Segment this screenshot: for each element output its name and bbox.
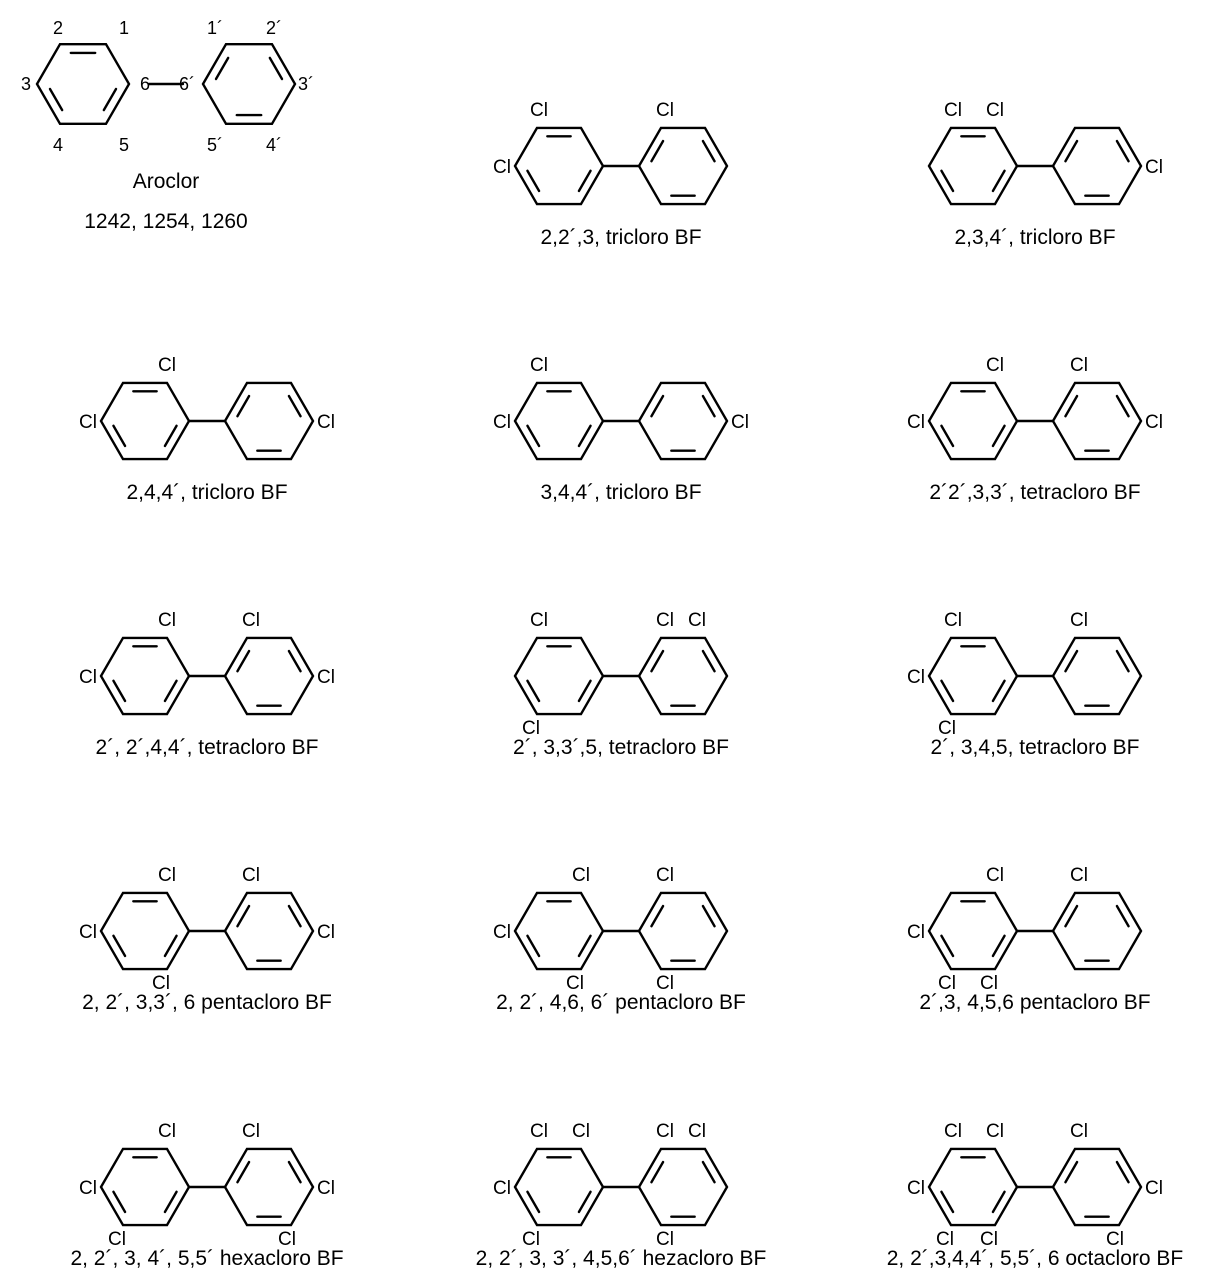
chlorine-label: Cl <box>656 609 674 631</box>
double-bond <box>993 426 1005 446</box>
congener-13 <box>476 1121 767 1270</box>
double-bond <box>651 651 663 671</box>
benzene-ring <box>101 383 189 459</box>
chlorine-label: Cl <box>317 412 335 433</box>
double-bond <box>579 1192 591 1212</box>
double-bond <box>104 89 116 110</box>
chlorine-label: Cl <box>656 1229 674 1251</box>
double-bond <box>1117 396 1129 416</box>
congener-4 <box>493 355 749 504</box>
chlorine-label: Cl <box>108 1229 126 1251</box>
chlorine-label: Cl <box>656 99 674 121</box>
double-bond <box>113 1192 125 1212</box>
position-2-prime: 2´ <box>265 18 283 38</box>
congener-7 <box>513 610 729 759</box>
congener-name: 2, 2´, 3,3´, 6 pentacloro BF <box>82 991 332 1014</box>
chlorine-label: Cl <box>79 922 97 943</box>
benzene-ring <box>929 638 1017 714</box>
double-bond <box>703 906 715 926</box>
chlorine-label: Cl <box>1070 354 1088 376</box>
double-bond <box>1117 906 1129 926</box>
chlorine-label: Cl <box>656 973 674 995</box>
double-bond <box>703 651 715 671</box>
chlorine-label: Cl <box>936 1229 954 1251</box>
double-bond <box>237 651 249 671</box>
chlorine-label: Cl <box>907 922 925 943</box>
double-bond <box>651 396 663 416</box>
chlorine-label: Cl <box>493 1178 511 1199</box>
benzene-ring <box>929 128 1017 204</box>
chlorine-label: Cl <box>1106 1229 1124 1251</box>
double-bond <box>1117 141 1129 161</box>
chlorine-label: Cl <box>986 864 1004 886</box>
double-bond <box>289 651 301 671</box>
chlorine-label: Cl <box>493 922 511 943</box>
benzene-ring <box>639 1149 727 1225</box>
congener-14 <box>887 1121 1183 1270</box>
chlorine-label: Cl <box>1145 412 1163 433</box>
chlorine-label: Cl <box>317 1178 335 1199</box>
chlorine-label: Cl <box>938 973 956 995</box>
chlorine-label: Cl <box>980 973 998 995</box>
double-bond <box>579 681 591 701</box>
double-bond <box>579 426 591 446</box>
chlorine-label: Cl <box>656 1120 674 1142</box>
benzene-ring <box>225 383 313 459</box>
chlorine-label: Cl <box>317 922 335 943</box>
double-bond <box>703 1162 715 1182</box>
congener-11 <box>907 865 1151 1014</box>
position-2: 2 <box>52 18 64 38</box>
chlorine-label: Cl <box>1070 1120 1088 1142</box>
congener-name: 2´, 3,3´,5, tetracloro BF <box>513 736 729 759</box>
chlorine-label: Cl <box>158 864 176 886</box>
chlorine-label: Cl <box>530 609 548 631</box>
chlorine-label: Cl <box>493 157 511 178</box>
double-bond <box>993 1192 1005 1212</box>
chlorine-label: Cl <box>158 609 176 631</box>
double-bond <box>113 936 125 956</box>
benzene-ring <box>203 44 295 124</box>
double-bond <box>941 936 953 956</box>
congener-name: 2, 2´, 4,6, 6´ pentacloro BF <box>496 991 746 1014</box>
double-bond <box>50 89 62 110</box>
benzene-ring <box>639 128 727 204</box>
chlorine-label: Cl <box>907 1178 925 1199</box>
benzene-ring <box>639 383 727 459</box>
double-bond <box>1065 651 1077 671</box>
congener-name: 3,4,4´, tricloro BF <box>540 481 702 504</box>
congener-name: 2´,3, 4,5,6 pentacloro BF <box>919 991 1151 1014</box>
double-bond <box>289 1162 301 1182</box>
chlorine-label: Cl <box>242 864 260 886</box>
chlorine-label: Cl <box>907 412 925 433</box>
benzene-ring <box>515 893 603 969</box>
congener-name: 2, 2´, 3, 4´, 5,5´ hexacloro BF <box>70 1247 344 1270</box>
congener-name: 2,4,4´, tricloro BF <box>126 481 288 504</box>
benzene-ring <box>1053 638 1141 714</box>
congener-12 <box>70 1121 343 1270</box>
chlorine-label: Cl <box>944 99 962 121</box>
position-4-prime: 4´ <box>265 135 283 155</box>
congener-grid <box>70 100 1183 1270</box>
benzene-ring <box>101 1149 189 1225</box>
chlorine-label: Cl <box>1145 1178 1163 1199</box>
double-bond <box>579 936 591 956</box>
double-bond <box>941 681 953 701</box>
position-3-prime: 3´ <box>297 74 315 94</box>
benzene-ring <box>515 1149 603 1225</box>
chlorine-label: Cl <box>572 864 590 886</box>
double-bond <box>941 426 953 446</box>
double-bond <box>651 1162 663 1182</box>
double-bond <box>527 1192 539 1212</box>
chlorine-label: Cl <box>158 1120 176 1142</box>
reference-biphenyl <box>21 18 314 233</box>
congener-2 <box>929 100 1163 249</box>
benzene-ring <box>929 383 1017 459</box>
double-bond <box>289 396 301 416</box>
reference-rings <box>37 44 295 124</box>
congener-10 <box>493 865 746 1014</box>
chlorine-label: Cl <box>530 1120 548 1142</box>
benzene-ring <box>225 1149 313 1225</box>
chlorine-label: Cl <box>944 1120 962 1142</box>
double-bond <box>703 141 715 161</box>
position-6: 6 <box>139 74 151 94</box>
congener-name: 2, 2´,3,4,4´, 5,5´, 6 octacloro BF <box>886 1247 1184 1270</box>
double-bond <box>1117 1162 1129 1182</box>
double-bond <box>579 171 591 191</box>
double-bond <box>1065 1162 1077 1182</box>
chlorine-label: Cl <box>522 1229 540 1251</box>
benzene-ring <box>1053 1149 1141 1225</box>
congener-3 <box>79 355 335 504</box>
position-1: 1 <box>118 18 130 38</box>
congener-6 <box>79 610 335 759</box>
double-bond <box>113 681 125 701</box>
chlorine-label: Cl <box>158 354 176 376</box>
double-bond <box>237 906 249 926</box>
double-bond <box>289 906 301 926</box>
benzene-ring <box>101 638 189 714</box>
position-6-prime: 6´ <box>178 74 196 94</box>
position-4: 4 <box>52 135 64 155</box>
double-bond <box>237 1162 249 1182</box>
congener-1 <box>493 100 727 249</box>
chlorine-label: Cl <box>493 412 511 433</box>
chlorine-label: Cl <box>656 864 674 886</box>
double-bond <box>165 426 177 446</box>
chlorine-label: Cl <box>522 718 540 740</box>
double-bond <box>165 1192 177 1212</box>
position-5: 5 <box>118 135 130 155</box>
double-bond <box>993 171 1005 191</box>
chlorine-label: Cl <box>79 412 97 433</box>
double-bond <box>651 906 663 926</box>
chlorine-label: Cl <box>566 973 584 995</box>
chlorine-label: Cl <box>79 667 97 688</box>
congener-name: 2,3,4´, tricloro BF <box>954 226 1116 249</box>
double-bond <box>993 681 1005 701</box>
double-bond <box>941 171 953 191</box>
benzene-ring <box>515 128 603 204</box>
congener-name: 2, 2´, 3, 3´, 4,5,6´ hezacloro BF <box>475 1247 767 1270</box>
congener-5 <box>907 355 1163 504</box>
benzene-ring <box>929 1149 1017 1225</box>
chlorine-label: Cl <box>317 667 335 688</box>
double-bond <box>1117 651 1129 671</box>
double-bond <box>941 1192 953 1212</box>
benzene-ring <box>101 893 189 969</box>
benzene-ring <box>515 638 603 714</box>
chlorine-label: Cl <box>530 99 548 121</box>
double-bond <box>703 396 715 416</box>
benzene-ring <box>929 893 1017 969</box>
congener-name: 2´, 2´,4,4´, tetracloro BF <box>95 736 319 759</box>
chlorine-label: Cl <box>986 99 1004 121</box>
chlorine-label: Cl <box>242 609 260 631</box>
congener-8 <box>907 610 1141 759</box>
benzene-ring <box>639 638 727 714</box>
congener-9 <box>79 865 335 1014</box>
double-bond <box>1065 906 1077 926</box>
chlorine-label: Cl <box>688 609 706 631</box>
chlorine-label: Cl <box>907 667 925 688</box>
double-bond <box>165 681 177 701</box>
chlorine-label: Cl <box>731 412 749 433</box>
benzene-ring <box>225 893 313 969</box>
double-bond <box>527 936 539 956</box>
congener-name: 2´2´,3,3´, tetracloro BF <box>929 481 1141 504</box>
double-bond <box>1065 141 1077 161</box>
chlorine-label: Cl <box>986 354 1004 376</box>
position-1-prime: 1´ <box>206 18 224 38</box>
double-bond <box>527 681 539 701</box>
double-bond <box>1065 396 1077 416</box>
double-bond <box>527 171 539 191</box>
chlorine-label: Cl <box>980 1229 998 1251</box>
double-bond <box>270 58 282 79</box>
benzene-ring <box>1053 383 1141 459</box>
chlorine-label: Cl <box>944 609 962 631</box>
benzene-ring <box>639 893 727 969</box>
benzene-ring <box>515 383 603 459</box>
chlorine-label: Cl <box>1070 864 1088 886</box>
benzene-ring <box>37 44 129 124</box>
chlorine-label: Cl <box>1070 609 1088 631</box>
congener-name: 2´, 3,4,5, tetracloro BF <box>930 736 1140 759</box>
chlorine-label: Cl <box>278 1229 296 1251</box>
double-bond <box>216 58 228 79</box>
benzene-ring <box>1053 893 1141 969</box>
aroclor-grades: 1242, 1254, 1260 <box>84 210 248 233</box>
aroclor-label: Aroclor <box>132 170 200 193</box>
double-bond <box>165 936 177 956</box>
position-3: 3 <box>20 74 32 94</box>
benzene-ring <box>1053 128 1141 204</box>
chlorine-label: Cl <box>79 1178 97 1199</box>
double-bond <box>993 936 1005 956</box>
chlorine-label: Cl <box>530 354 548 376</box>
chlorine-label: Cl <box>938 718 956 740</box>
chlorine-label: Cl <box>572 1120 590 1142</box>
double-bond <box>651 141 663 161</box>
chlorine-label: Cl <box>152 973 170 995</box>
congener-name: 2,2´,3, tricloro BF <box>540 226 702 249</box>
chlorine-label: Cl <box>1145 157 1163 178</box>
chlorine-label: Cl <box>242 1120 260 1142</box>
benzene-ring <box>225 638 313 714</box>
double-bond <box>237 396 249 416</box>
position-5-prime: 5´ <box>206 135 224 155</box>
double-bond <box>113 426 125 446</box>
double-bond <box>527 426 539 446</box>
chlorine-label: Cl <box>688 1120 706 1142</box>
chlorine-label: Cl <box>986 1120 1004 1142</box>
